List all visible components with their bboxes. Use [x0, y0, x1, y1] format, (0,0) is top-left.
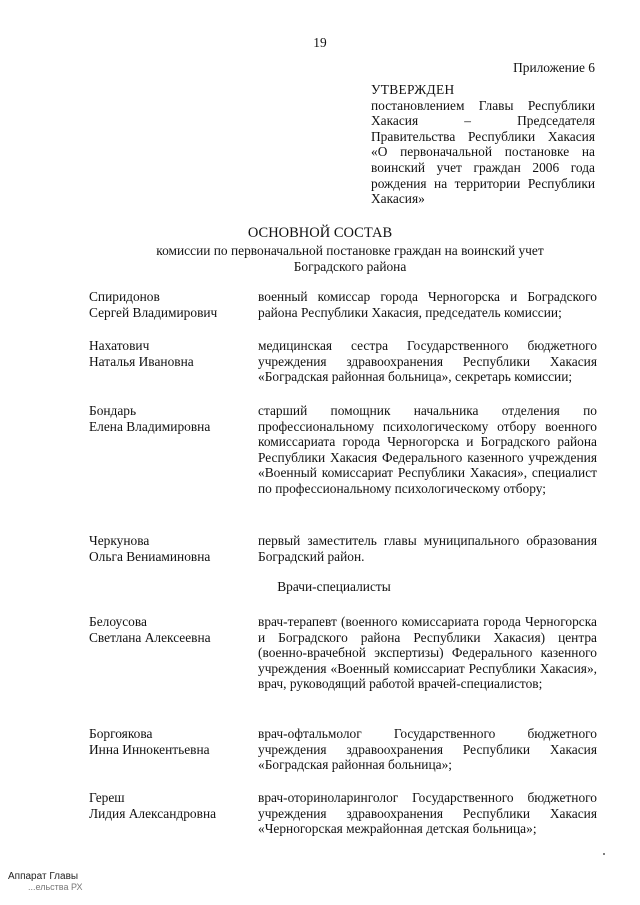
member-surname: Нахатович [89, 338, 150, 353]
member-given-name: Елена Владимировна [89, 418, 211, 434]
document-heading: ОСНОВНОЙ СОСТАВ [247, 225, 393, 241]
doctor-name [89, 614, 249, 645]
member-name [89, 289, 249, 320]
appendix-label: Приложение 6 [513, 60, 595, 75]
stamp-line-2: ...ельства РХ [28, 882, 83, 892]
doctor-role: врач-оториноларинголог Государственного бюджетного учреждения здравоохранения Республики Хакасия «Черногорская межрайонная детская больница»; [258, 790, 597, 837]
document-subheading [60, 243, 640, 274]
approval-text: постановлением Главы Республики Хакасия – Председателя Правительства Республики Хакасия «О первоначальной постановке на воинский учет граждан 2006 года рождения на территории Республики Хакасия» [371, 97, 595, 207]
scan-speck [603, 853, 605, 855]
member-name [89, 403, 249, 434]
subheading-line-2: Боградского района [293, 258, 407, 274]
member-given-name: Ольга Вениаминовна [89, 548, 211, 564]
doctor-given-name: Инна Иннокентьевна [89, 741, 210, 757]
doctor-role: врач-офтальмолог Государственного бюджетного учреждения здравоохранения Республики Хакасия «Боградская районная больница»; [258, 726, 597, 773]
page-number: 19 [313, 35, 327, 50]
stamp-line-1: Аппарат Главы [8, 871, 79, 882]
member-surname: Спиридонов [89, 289, 160, 304]
member-name [89, 338, 249, 369]
doctor-name [89, 790, 249, 821]
member-given-name: Наталья Ивановна [89, 353, 194, 369]
member-role: военный комиссар города Черногорска и Боградского района Республики Хакасия, председатель комиссии; [258, 289, 597, 320]
member-role: медицинская сестра Государственного бюджетного учреждения здравоохранения Республики Хакасия «Боградская районная больница», секретарь комиссии; [258, 338, 597, 385]
member-role: первый заместитель главы муниципального образования Боградский район. [258, 533, 597, 564]
doctor-role: врач-терапевт (военного комиссариата города Черногорска и Боградского района Республики Хакасия) центра (военно-врачебной экспертизы) Федерального казенного учреждения «Военный комиссариат Республики Хакасия», врач, руководящий работой врачей-специалистов; [258, 614, 597, 692]
member-given-name: Сергей Владимирович [89, 304, 218, 320]
approval-title: УТВЕРЖДЕН [371, 82, 455, 97]
doctor-given-name: Лидия Александровна [89, 805, 217, 821]
member-name [89, 533, 249, 564]
subheading-line-1: комиссии по первоначальной постановке граждан на воинский учет [156, 243, 544, 258]
doctor-surname: Боргоякова [89, 726, 153, 741]
doctor-surname: Гереш [89, 790, 125, 805]
member-role: старший помощник начальника отделения по профессиональному психологическому отбору военного комиссариата города Черногорска и Боградского района Республики Хакасия Федерального казенного учреждения «Военный комиссариат Республики Хакасия», специалист по профессиональному психологическому отбору; [258, 403, 597, 496]
approval-block [371, 82, 595, 207]
member-surname: Бондарь [89, 403, 137, 418]
doctors-section-title: Врачи-специалисты [277, 579, 391, 594]
doctor-given-name: Светлана Алексеевна [89, 629, 211, 645]
doctor-name [89, 726, 249, 757]
doctor-surname: Белоусова [89, 614, 147, 629]
member-surname: Черкунова [89, 533, 150, 548]
registration-stamp [8, 871, 83, 893]
